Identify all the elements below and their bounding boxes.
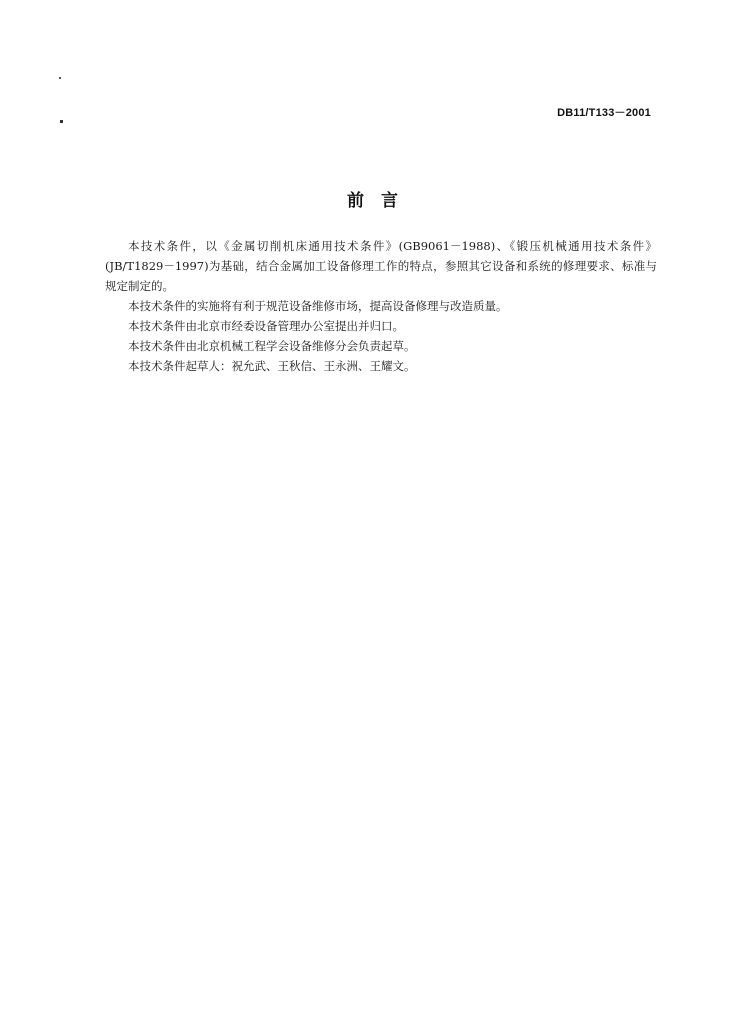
scan-speck	[59, 77, 61, 79]
foreword-body	[105, 236, 657, 376]
paragraph: 本技术条件的实施将有利于规范设备维修市场，提高设备修理与改造质量。	[128, 299, 508, 313]
paragraph: 本技术条件由北京市经委设备管理办公室提出并归口。	[128, 319, 404, 333]
paragraph: 本技术条件，以《金属切削机床通用技术条件》(GB9061－1988)、《锻压机械通用技术条件》(JB/T1829－1997)为基础，结合金属加工设备修理工作的特点，参照其它设备和系统的修理要求、标准与规定制定的。	[105, 239, 657, 293]
paragraph: 本技术条件起草人：祝允武、王秋信、王永洲、王耀文。	[128, 359, 416, 373]
scan-speck	[60, 120, 63, 123]
standard-code: DB11/T133－2001	[557, 107, 651, 119]
paragraph: 本技术条件由北京机械工程学会设备维修分会负责起草。	[128, 339, 416, 353]
page-title: 前 言	[347, 191, 398, 211]
